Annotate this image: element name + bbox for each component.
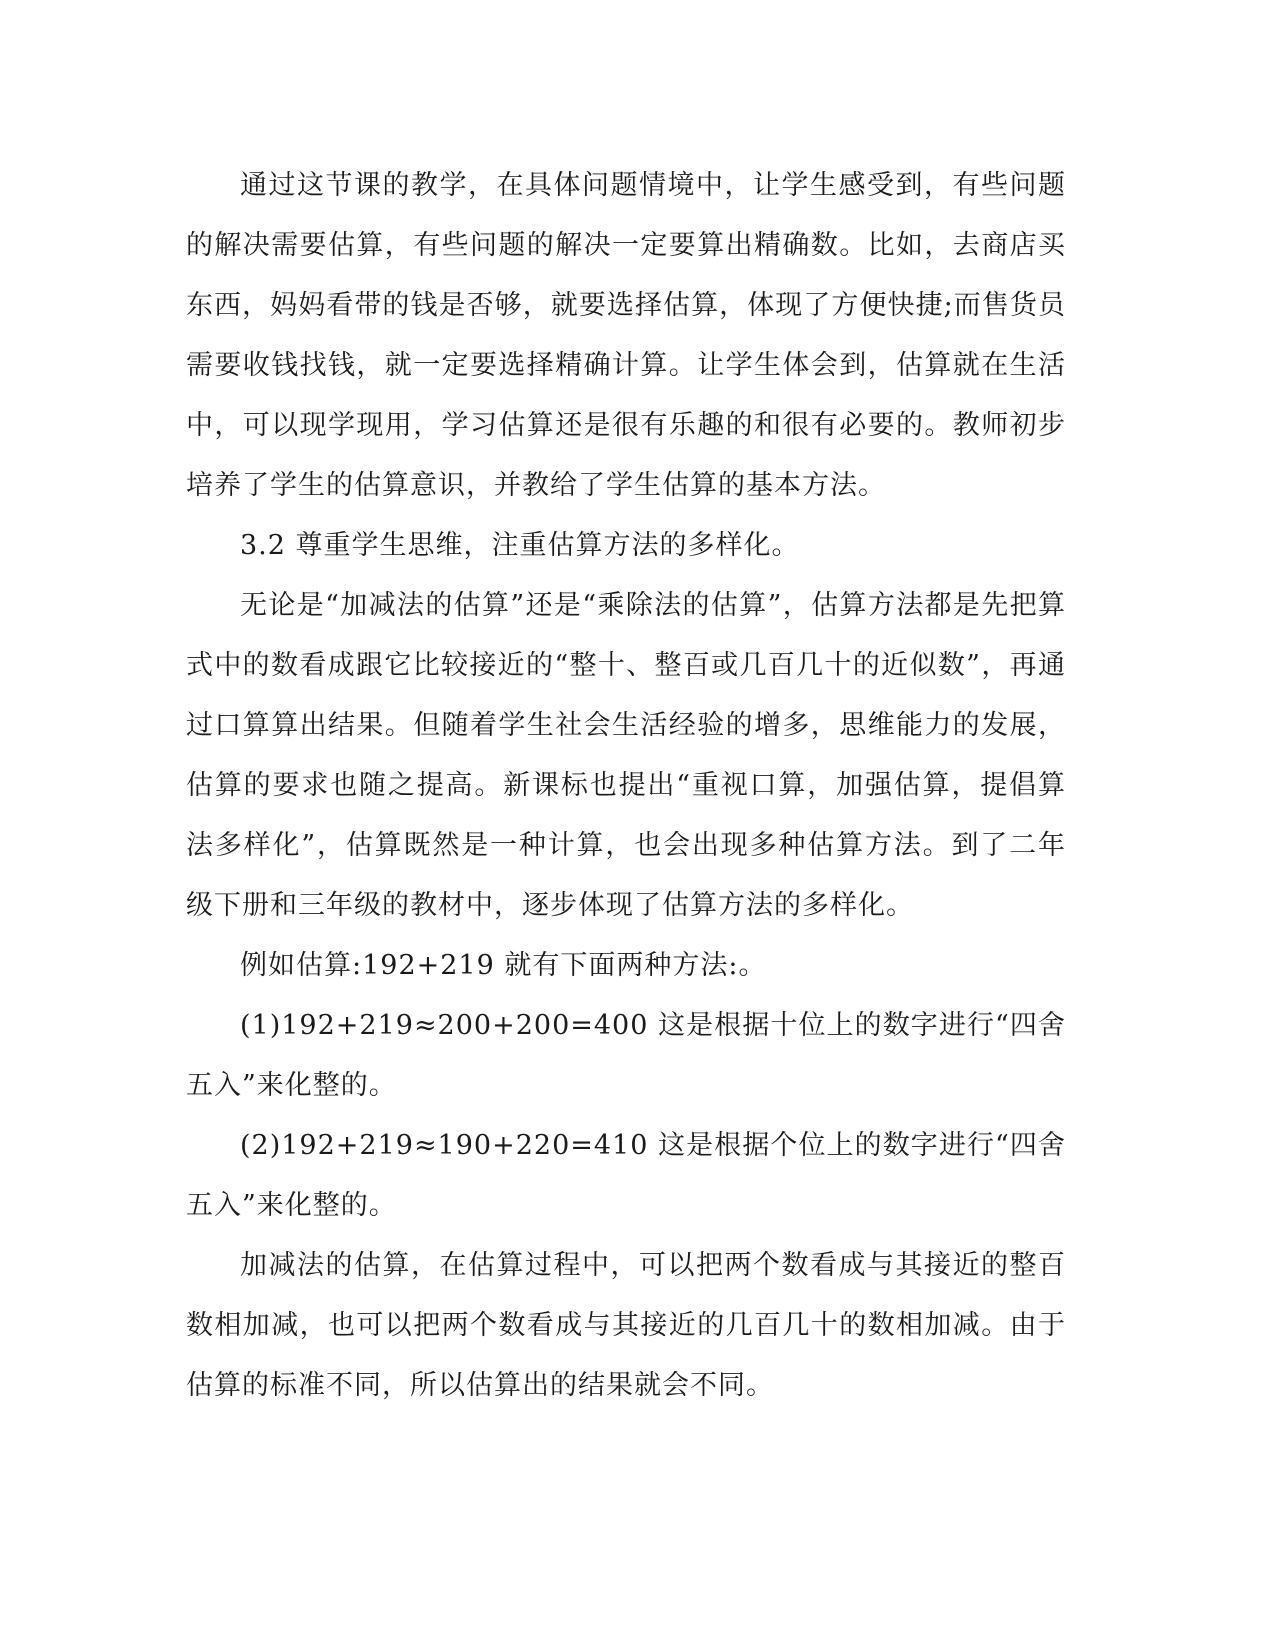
- paragraph-estimation-methods-diversity: 无论是“加减法的估算”还是“乘除法的估算”，估算方法都是先把算式中的数看成跟它比较接近的“整十、整百或几百几十的近似数”，再通过口算算出结果。但随着学生社会生活经验的增多，思维能力的发展，估算的要求也随之提高。新课标也提出“重视口算，加强估算，提倡算法多样化”，估算既然是一种计算，也会出现多种估算方法。到了二年级下册和三年级的教材中，逐步体现了估算方法的多样化。: [186, 590, 1066, 921]
- document-body: [186, 156, 1066, 1416]
- paragraph-method-1: (1)192+219≈200+200=400 这是根据十位上的数字进行“四舍五入”来化整的。: [186, 1010, 1066, 1101]
- paragraph-example-intro: 例如估算:192+219 就有下面两种方法:。: [240, 950, 767, 981]
- section-heading-3-2: 3.2 尊重学生思维，注重估算方法的多样化。: [240, 530, 800, 561]
- paragraph-method-2: (2)192+219≈190+220=410 这是根据个位上的数字进行“四舍五入”来化整的。: [186, 1130, 1066, 1221]
- paragraph-addition-subtraction-estimation: 加减法的估算，在估算过程中，可以把两个数看成与其接近的整百数相加减，也可以把两个数看成与其接近的几百几十的数相加减。由于估算的标准不同，所以估算出的结果就会不同。: [186, 1250, 1066, 1401]
- paragraph-estimation-lesson-summary: 通过这节课的教学，在具体问题情境中，让学生感受到，有些问题的解决需要估算，有些问题的解决一定要算出精确数。比如，去商店买东西，妈妈看带的钱是否够，就要选择估算，体现了方便快捷;而售货员需要收钱找钱，就一定要选择精确计算。让学生体会到，估算就在生活中，可以现学现用，学习估算还是很有乐趣的和很有必要的。教师初步培养了学生的估算意识，并教给了学生估算的基本方法。: [186, 170, 1066, 501]
